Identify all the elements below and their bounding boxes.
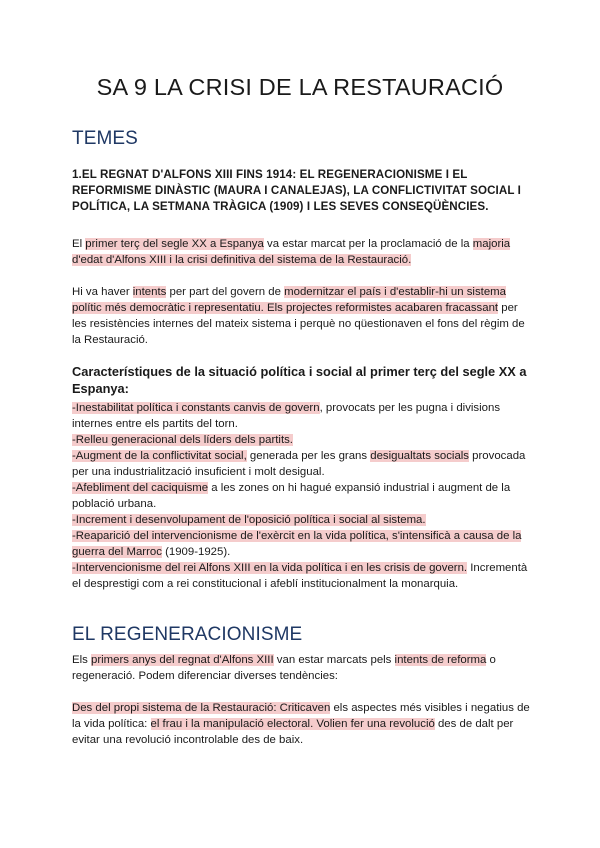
- highlight: primers anys del regnat d'Alfons XIII: [91, 654, 274, 666]
- highlight: intents: [132, 286, 167, 298]
- paragraph-reforms: Hi va haver intents per part del govern de modernitzar el país i d'establir-hi un sistema polític més democràtic i representatiu. Els projectes reformistes acabaren fracassant per les resistències internes del mateix sistema i perquè no qüestionaven el fons del règim de la Restauració.: [72, 286, 525, 346]
- characteristics-list: [72, 400, 532, 592]
- list-item: -Intervencionisme del rei Alfons XIII en la vida política i en les crisis de govern. Incrementà el desprestigi com a rei constitucional i afeblí institucionalment la monarquia.: [72, 562, 528, 590]
- list-item: [72, 432, 532, 448]
- highlight: desigualtats socials: [370, 450, 470, 462]
- highlight: -Inestabilitat política i constants canvis de govern: [72, 402, 320, 414]
- highlight: modernitzar el país i d'establir-hi un sistema polític més democràtic i representatiu. Els projectes reformistes acabaren fracassant: [72, 286, 506, 314]
- list-item: -Inestabilitat política i constants canvis de govern, provocats per les pugna i divisions internes entre els partits del torn.: [72, 402, 501, 430]
- highlight: el frau i la manipulació electoral. Volien fer una revolució: [150, 718, 435, 730]
- highlight: -Increment i desenvolupament de l'oposició política i social al sistema.: [72, 514, 426, 526]
- characteristics-heading: Característiques de la situació política i social al primer terç del segle XX a Espanya:: [72, 364, 527, 396]
- highlight: -Afebliment del caciquisme: [72, 482, 209, 494]
- page-title: SA 9 LA CRISI DE LA RESTAURACIÓ: [96, 74, 504, 100]
- highlight: primer terç del segle XX a Espanya: [85, 238, 264, 250]
- paragraph-restoration-tendency: Des del propi sistema de la Restauració: Criticaven els aspectes més visibles i negatius de la vida política: el frau i la manipulació electoral. Volien fer una revolució des de dalt per evitar una revolució incontrolable des de baix.: [72, 702, 530, 746]
- list-item: [72, 512, 532, 528]
- highlight: -Reaparició del intervencionisme de l'exèrcit en la vida política, s'intensificà a causa de la guerra del Marroc: [72, 530, 522, 558]
- highlight: Des del propi sistema de la Restauració: Criticaven: [72, 702, 331, 714]
- list-item: -Afebliment del caciquisme a les zones on hi hagué expansió industrial i augment de la població urbana.: [72, 482, 511, 510]
- section-heading-regeneracionisme: EL REGENERACIONISME: [72, 624, 303, 645]
- subsection-heading-1: 1.EL REGNAT D'ALFONS XIII FINS 1914: EL REGENERACIONISME I EL REFORMISME DINÀSTIC (MAURA I CANALEJAS), LA CONFLICTIVITAT SOCIAL I POLÍTICA, LA SETMANA TRÀGICA (1909) I LES SEVES CONSEQÜÈNCIES.: [72, 168, 521, 213]
- highlight: -Intervencionisme del rei Alfons XIII en la vida política i en les crisis de govern.: [72, 562, 468, 574]
- list-item: -Reaparició del intervencionisme de l'exèrcit en la vida política, s'intensificà a causa de la guerra del Marroc (1909-1925).: [72, 530, 522, 558]
- section-heading-temes: TEMES: [72, 128, 138, 149]
- paragraph-intro: El primer terç del segle XX a Espanya va estar marcat per la proclamació de la majoria d'edat d'Alfons XIII i la crisi definitiva del sistema de la Restauració.: [72, 238, 511, 266]
- highlight: intents de reforma: [394, 654, 487, 666]
- highlight: majoria d'edat d'Alfons XIII i la crisi definitiva del sistema de la Restauració.: [72, 238, 511, 266]
- highlight: -Relleu generacional dels líders dels partits.: [72, 434, 293, 446]
- list-item: -Augment de la conflictivitat social, generada per les grans desigualtats socials provocada per una industrialització insuficient i molt desigual.: [72, 450, 526, 478]
- paragraph-regeneration: Els primers anys del regnat d'Alfons XIII van estar marcats pels intents de reforma o regeneració. Podem diferenciar diverses tendències:: [72, 654, 496, 682]
- highlight: -Augment de la conflictivitat social,: [72, 450, 247, 462]
